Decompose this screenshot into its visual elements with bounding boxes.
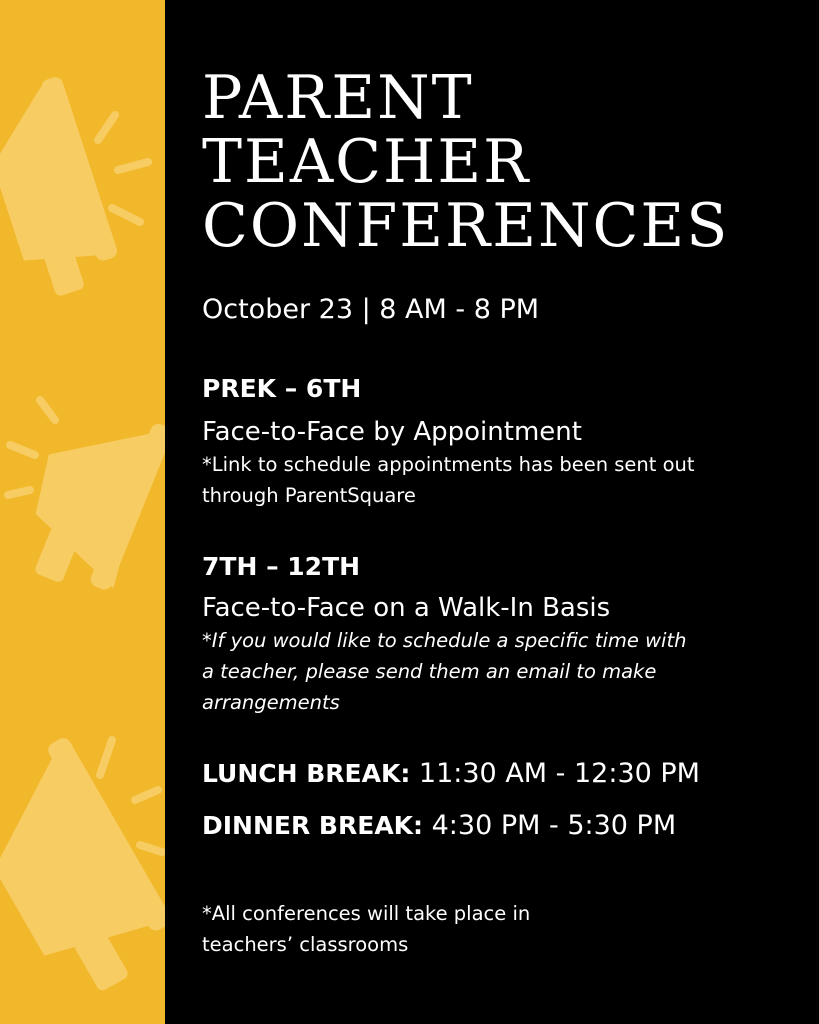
- section-note: [202, 449, 762, 511]
- note-line: *Link to schedule appointments has been sent out: [202, 453, 695, 476]
- megaphone-icon: [6, 390, 165, 603]
- note-line: a teacher, please send them an email to make: [202, 660, 657, 683]
- dinner-break-label: DINNER BREAK:: [202, 811, 424, 840]
- section-prek-6: [202, 373, 762, 511]
- lunch-break-line: [202, 758, 700, 789]
- lunch-break-label: LUNCH BREAK:: [202, 759, 411, 788]
- lunch-break-time: 11:30 AM - 12:30 PM: [410, 758, 700, 789]
- title-line: PARENT: [202, 63, 474, 133]
- megaphone-icon: [0, 735, 165, 1007]
- title-line: CONFERENCES: [202, 191, 730, 261]
- section-note: [202, 625, 762, 718]
- date-line: October 23 | 8 AM - 8 PM: [202, 294, 540, 325]
- dinner-break-line: [202, 810, 676, 841]
- note-line: arrangements: [202, 691, 340, 714]
- note-line: through ParentSquare: [202, 484, 416, 507]
- dinner-break-time: 4:30 PM - 5:30 PM: [423, 810, 677, 841]
- section-subheading: Face-to-Face by Appointment: [202, 417, 582, 447]
- megaphone-icon: [0, 75, 125, 303]
- footnote-line: *All conferences will take place in: [202, 902, 531, 925]
- page-title: [202, 63, 730, 261]
- title-line: TEACHER: [202, 127, 531, 197]
- section-7-12: [202, 551, 762, 718]
- yellow-sidebar: [0, 0, 165, 1024]
- footnote-line: teachers’ classrooms: [202, 933, 409, 956]
- section-heading: PREK – 6TH: [202, 374, 362, 403]
- note-line: *If you would like to schedule a specific time with: [202, 629, 687, 652]
- megaphone-pattern: [0, 0, 165, 1024]
- section-heading: 7TH – 12TH: [202, 552, 361, 581]
- footnote: [202, 898, 622, 960]
- section-subheading: Face-to-Face on a Walk-In Basis: [202, 593, 611, 623]
